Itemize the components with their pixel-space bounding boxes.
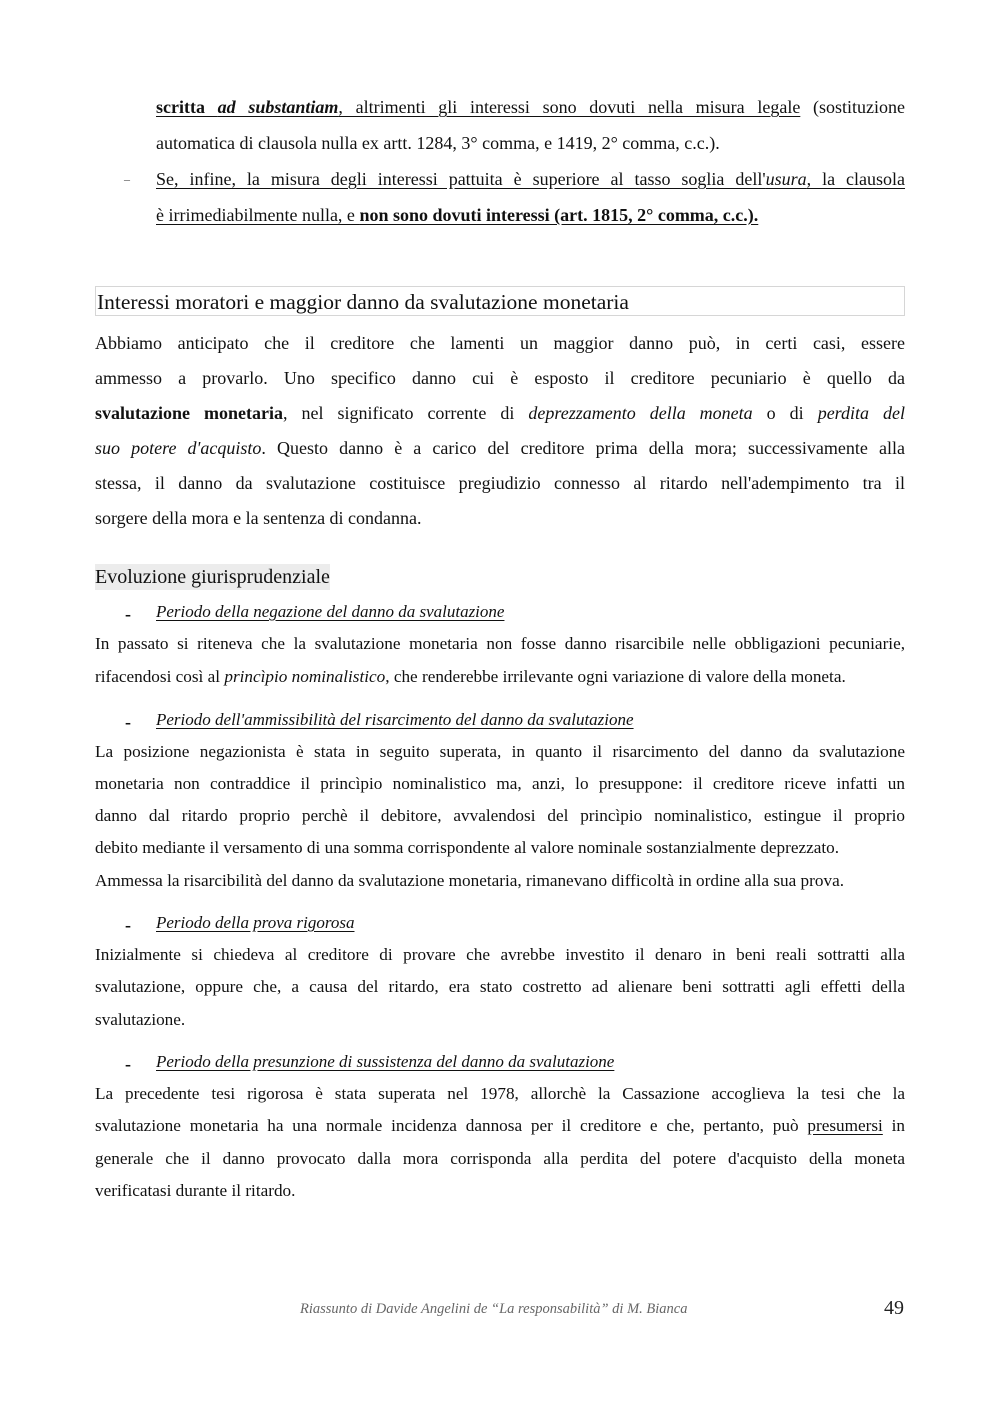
dash-bullet: -: [125, 712, 131, 732]
subsection-heading: Evoluzione giurisprudenziale: [95, 566, 330, 588]
text-span: , la clausola: [806, 169, 906, 189]
text-span: o di: [752, 403, 818, 423]
italic-text: suo potere d'acquisto: [95, 438, 262, 458]
text-span: , che renderebbe irrilevante ogni variazione di valore della moneta.: [385, 667, 846, 686]
list-item-2-line-1: [156, 168, 905, 190]
underlined-text: , altrimenti gli interessi sono dovuti nella misura legale: [338, 97, 801, 117]
underlined-text: presumersi: [807, 1116, 883, 1135]
period-text-line: La precedente tesi rigorosa è stata superata nel 1978, allorchè la Cassazione accoglieva la tesi che la: [95, 1084, 905, 1103]
text-span: Se, infine, la misura degli interessi pattuita è superiore al tasso soglia dell': [156, 169, 766, 189]
list-bullet: ‒: [124, 172, 130, 186]
text-span: rifacendosi così al: [95, 667, 225, 686]
italic-text: usura: [765, 169, 807, 189]
text-span: in: [882, 1116, 906, 1135]
period-title: Periodo della presunzione di sussistenza del danno da svalutazione: [156, 1052, 615, 1071]
period-text-line: verificatasi durante il ritardo.: [95, 1181, 296, 1200]
paragraph-line-1: Abbiamo anticipato che il creditore che lamenti un maggior danno può, in certi casi, essere: [95, 333, 905, 353]
period-title: Periodo della prova rigorosa: [156, 913, 355, 932]
period-text-line: Ammessa la risarcibilità del danno da svalutazione monetaria, rimanevano difficoltà in ordine alla sua prova.: [95, 871, 844, 890]
period-text-line: danno dal ritardo proprio perchè il debitore, avvalendosi del princìpio nominalistico, estingue il proprio: [95, 806, 905, 825]
period-text-line: debito mediante il versamento di una somma corrispondente al valore nominale sostanzialmente deprezzato.: [95, 838, 840, 857]
period-title: Periodo dell'ammissibilità del risarcimento del danno da svalutazione: [156, 710, 634, 729]
list-item-1-line-1: [156, 96, 905, 118]
bold-text: scritta: [156, 97, 218, 117]
period-text-line: monetaria non contraddice il princìpio nominalistico ma, anzi, lo presuppone: il creditore riceve infatti un: [95, 774, 905, 793]
paragraph-line-4: [95, 437, 905, 459]
italic-text: perdita del: [817, 403, 906, 423]
bold-text: svalutazione monetaria: [95, 403, 283, 423]
period-text-line: In passato si riteneva che la svalutazione monetaria non fosse danno risarcibile nelle obbligazioni pecuniarie,: [95, 634, 905, 653]
period-text-line: generale che il danno provocato dalla mora corrisponda alla perdita del potere d'acquisto della moneta: [95, 1149, 905, 1168]
paragraph-line-5: stessa, il danno da svalutazione costituisce pregiudizio connesso al ritardo nell'adempimento tra il: [95, 473, 905, 493]
text-span: , nel significato corrente di: [282, 403, 529, 423]
page-number: 49: [884, 1297, 904, 1319]
dash-bullet: -: [125, 915, 131, 935]
list-item-1-line-2: automatica di clausola nulla ex artt. 1284, 3° comma, e 1419, 2° comma, c.c.).: [156, 133, 720, 153]
plain-text: (sostituzione: [800, 97, 905, 117]
period-text-line: [95, 1115, 905, 1137]
period-title: Periodo della negazione del danno da svalutazione: [156, 602, 505, 621]
paragraph-line-2: ammesso a provarlo. Uno specifico danno cui è esposto il creditore pecuniario è quello da: [95, 368, 905, 388]
period-text-line: [95, 666, 846, 688]
bold-italic-text: ad substantiam: [217, 97, 339, 117]
italic-text: princìpio nominalistico: [224, 667, 386, 686]
page-footer: Riassunto di Davide Angelini de “La responsabilità” di M. Bianca: [300, 1301, 688, 1317]
dash-bullet: -: [125, 1054, 131, 1074]
paragraph-line-6: sorgere della mora e la sentenza di condanna.: [95, 508, 422, 528]
text-span: svalutazione monetaria ha una normale incidenza dannosa per il creditore e che, pertanto, può: [95, 1116, 808, 1135]
bold-text: non sono dovuti interessi (art. 1815, 2° comma, c.c.).: [359, 205, 759, 225]
period-text-line: svalutazione, oppure che, a causa del ritardo, era stato costretto ad alienare beni sottratti agli effetti della: [95, 977, 905, 996]
list-item-2-line-2: [156, 204, 758, 226]
dash-bullet: -: [125, 604, 131, 624]
italic-text: deprezzamento della moneta: [528, 403, 753, 423]
section-heading: Interessi moratori e maggior danno da svalutazione monetaria: [97, 290, 629, 314]
text-span: . Questo danno è a carico del creditore prima della mora; successivamente alla: [261, 438, 905, 458]
paragraph-line-3: [95, 402, 905, 424]
text-span: è irrimediabilmente nulla, e: [156, 205, 360, 225]
period-text-line: La posizione negazionista è stata in seguito superata, in quanto il risarcimento del danno da svalutazione: [95, 742, 905, 761]
period-text-line: Inizialmente si chiedeva al creditore di provare che avrebbe investito il denaro in beni reali sottratti alla: [95, 945, 905, 964]
period-text-line: svalutazione.: [95, 1010, 186, 1029]
